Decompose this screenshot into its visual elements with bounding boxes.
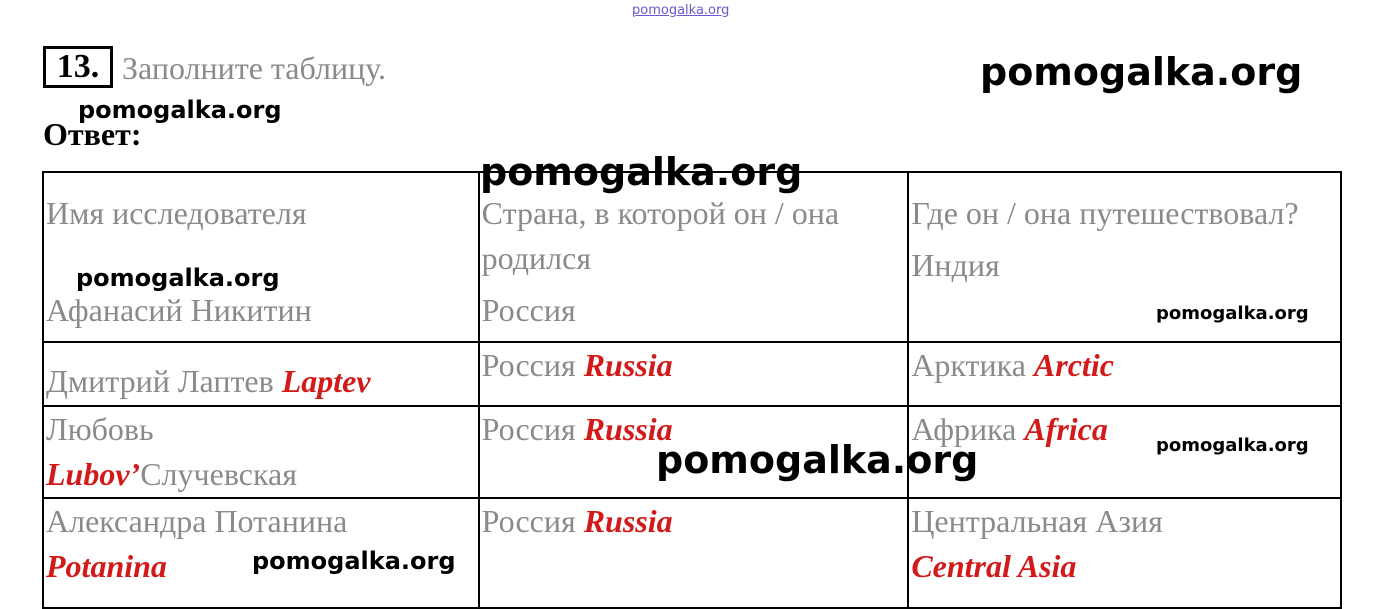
- cell-place-translation: Arctic: [1033, 347, 1114, 383]
- table-cell: [908, 342, 1341, 406]
- watermark-right-1: pomogalka.org: [1156, 303, 1309, 324]
- watermark-near-answer: pomogalka.org: [78, 96, 282, 124]
- table-cell: [908, 498, 1341, 608]
- cell-place: Африка: [911, 411, 1017, 447]
- answer-label: Ответ:: [43, 116, 142, 152]
- cell-name-surname: Случевская: [140, 456, 297, 492]
- table-row: [43, 498, 1341, 608]
- header-country: Страна, в которой он / она родился: [481, 195, 840, 276]
- cell-country: Россия: [481, 347, 576, 383]
- watermark-right-2: pomogalka.org: [1156, 435, 1309, 456]
- table-cell: [43, 406, 479, 498]
- task-instruction: Заполните таблицу.: [122, 50, 386, 86]
- cell-country: Россия: [481, 411, 576, 447]
- table-row: [43, 342, 1341, 406]
- cell-place-translation: Africa: [1024, 411, 1108, 447]
- task-number: 13.: [43, 46, 113, 88]
- cell-place: Индия: [911, 247, 1000, 283]
- cell-country-translation: Russia: [583, 503, 673, 539]
- header-travel-place: Где он / она путешествовал?: [911, 195, 1299, 231]
- cell-place: Центральная Азия: [911, 503, 1163, 539]
- table-cell: [43, 342, 479, 406]
- cell-name-translation: Potanina: [46, 548, 167, 584]
- cell-name: Дмитрий Лаптев: [46, 363, 274, 399]
- cell-name: Александра Потанина: [46, 503, 348, 539]
- cell-name: Афанасий Никитин: [46, 292, 312, 328]
- watermark-header: pomogalka.org: [980, 50, 1303, 94]
- cell-name-translation: Lubov’: [46, 456, 141, 492]
- table-cell: [479, 498, 909, 608]
- watermark-bottom: pomogalka.org: [252, 547, 456, 575]
- cell-name-translation: Laptev: [281, 363, 371, 399]
- watermark-center: pomogalka.org: [656, 438, 979, 482]
- cell-country-translation: Russia: [583, 347, 673, 383]
- watermark-row-left: pomogalka.org: [76, 264, 280, 292]
- cell-country: Россия: [481, 503, 576, 539]
- cell-place: Арктика: [911, 347, 1026, 383]
- explorers-table: [42, 171, 1342, 609]
- cell-country: Россия: [481, 292, 576, 328]
- cell-country-translation: Russia: [583, 411, 673, 447]
- table-cell: [43, 172, 479, 342]
- watermark-top-link[interactable]: pomogalka.org: [632, 3, 730, 18]
- watermark-over-table: pomogalka.org: [480, 150, 803, 194]
- table-cell: [479, 342, 909, 406]
- cell-place-translation: Central Asia: [911, 548, 1077, 584]
- table-cell: [479, 172, 909, 342]
- table-row: [43, 172, 1341, 342]
- header-explorer-name: Имя исследователя: [46, 195, 307, 231]
- cell-name: Любовь: [46, 411, 154, 447]
